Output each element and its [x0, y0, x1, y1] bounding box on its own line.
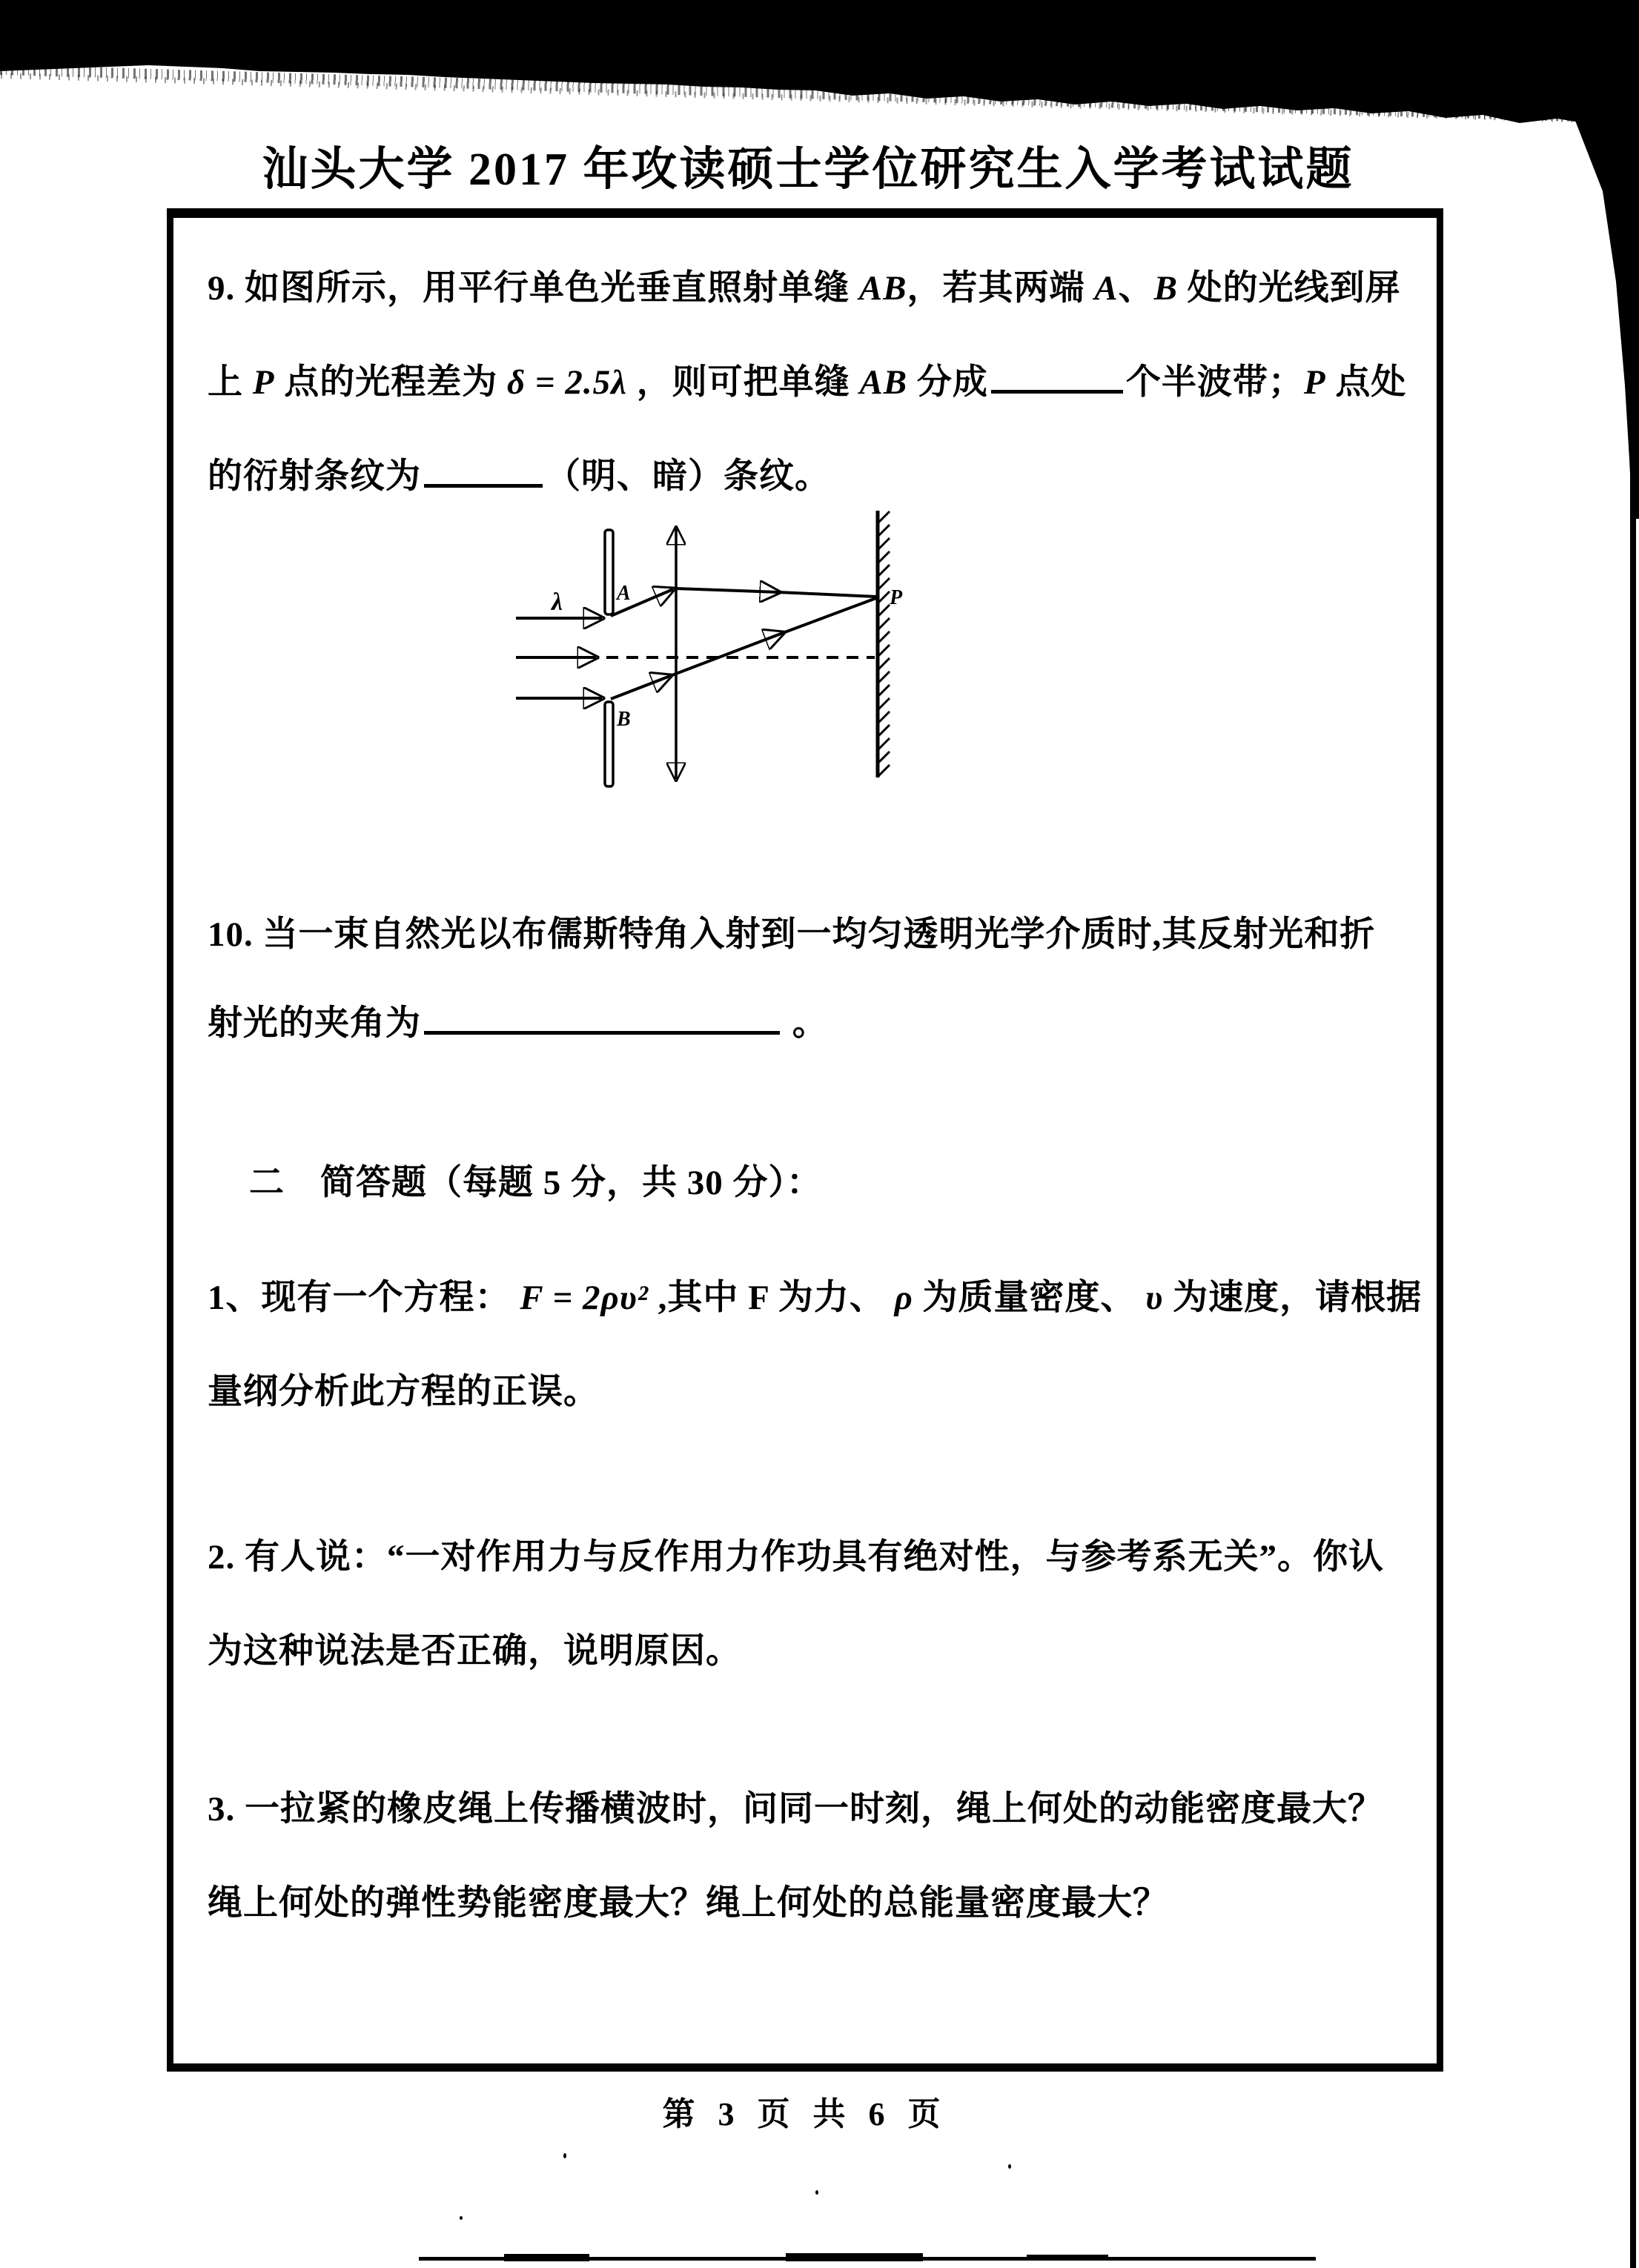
hatch-mark	[878, 631, 890, 643]
hatch-mark	[878, 565, 890, 576]
hatch-mark	[878, 685, 890, 696]
hatch-mark	[878, 645, 890, 656]
text-segment: 1、现有一个方程：	[208, 1279, 520, 1317]
text-segment: 为速度，请根据	[1163, 1279, 1423, 1317]
hatch-mark	[878, 551, 890, 563]
slit-barrier-bottom	[605, 702, 613, 786]
section2-q1-line-2	[208, 1364, 599, 1411]
text-segment: 处的光线到屏	[1177, 269, 1401, 308]
page-number: 第 3 页 共 6 页	[662, 2096, 948, 2132]
section2-q3-line-1	[208, 1781, 1383, 1826]
text-segment: 。	[783, 1004, 828, 1043]
text-segment: 二 简答题（每题 5 分，共 30 分）：	[249, 1164, 822, 1202]
label-lambda: λ	[552, 588, 563, 616]
label-b: B	[617, 708, 631, 731]
text-segment: 的衍射条纹为	[208, 457, 421, 496]
content-border-box	[167, 208, 1443, 2072]
section2-q2-line-2	[208, 1623, 741, 1671]
text-segment: 分成	[907, 363, 988, 402]
diffraction-diagram	[489, 505, 904, 801]
question-9-line-1	[208, 260, 1401, 308]
hatch-mark	[878, 525, 890, 536]
section2-q2-line-1	[208, 1529, 1384, 1574]
hatch-mark	[878, 658, 890, 669]
math-segment: P	[1303, 363, 1326, 402]
label-p: P	[890, 586, 903, 609]
hatch-mark	[878, 698, 890, 709]
hatch-mark	[878, 672, 890, 683]
text-segment: 、	[1118, 269, 1154, 308]
text-segment: 为这种说法是否正确，说明原因。	[208, 1632, 741, 1671]
math-segment: AB	[859, 363, 908, 402]
hatch-mark	[878, 712, 890, 723]
label-a: A	[617, 582, 631, 605]
math-segment: υ	[1145, 1279, 1164, 1317]
text-segment: 点处	[1325, 363, 1407, 402]
math-segment: P	[252, 363, 275, 402]
text-segment: 射光的夹角为	[208, 1004, 421, 1043]
section-2-header	[249, 1155, 822, 1202]
scan-speck	[460, 2216, 463, 2220]
hatch-mark	[878, 591, 890, 603]
scan-artifact-bottom-edge	[786, 2253, 923, 2261]
math-segment: δ = 2.5λ	[506, 363, 627, 402]
scan-artifact-bottom-edge	[1027, 2255, 1108, 2261]
scan-artifact-bottom-edge	[504, 2254, 589, 2261]
scan-speck	[1008, 2164, 1011, 2169]
text-segment: 2. 有人说：“一对作用力与反作用力作功具有绝对性，与参考系无关”。你认	[208, 1538, 1384, 1576]
scan-speck	[563, 2153, 566, 2158]
math-segment: AB	[858, 269, 907, 308]
text-segment: ,其中 F 为力、	[648, 1279, 895, 1317]
page-title: 汕头大学 2017 年攻读硕士学位研究生入学考试试题	[262, 145, 1354, 195]
text-segment: 上	[208, 363, 253, 402]
question-9-line-2	[208, 354, 1407, 402]
text-segment: 10. 当一束自然光以布儒斯特角入射到一均匀透明光学介质时,其反射光和折	[208, 915, 1376, 954]
text-segment: ，若其两端	[907, 269, 1095, 308]
slit-barrier-top	[605, 530, 613, 614]
text-segment: 为质量密度、	[913, 1279, 1146, 1317]
text-segment: 点的光程差为	[274, 363, 507, 402]
question-9-line-3	[208, 448, 830, 496]
text-segment: （明、暗）条纹。	[546, 457, 830, 496]
hatch-mark	[878, 752, 890, 763]
hatch-mark	[878, 605, 890, 616]
scan-speck	[815, 2190, 818, 2195]
answer-blank	[424, 456, 543, 488]
math-segment: F = 2ρυ²	[520, 1279, 649, 1317]
section2-q1-line-1	[208, 1270, 1423, 1317]
answer-blank	[424, 1003, 780, 1035]
hatch-mark	[878, 618, 890, 629]
hatch-mark	[878, 738, 890, 749]
question-10-line-1	[208, 906, 1376, 954]
hatch-mark	[878, 765, 890, 776]
hatch-mark	[878, 538, 890, 549]
hatch-mark	[878, 511, 890, 523]
question-10-line-2	[208, 995, 828, 1043]
text-segment: ，则可把单缝	[626, 363, 860, 402]
text-segment: 绳上何处的弹性势能密度最大？绳上何处的总能量密度最大？	[208, 1884, 1168, 1923]
text-segment: 9. 如图所示，用平行单色光垂直照射单缝	[208, 269, 859, 308]
ray-a-to-p-1	[676, 588, 778, 592]
ray-b-to-p-1	[670, 633, 783, 676]
ray-b-to-lens	[611, 676, 670, 699]
hatch-mark	[878, 578, 890, 589]
scan-artifact-right-edge	[1630, 415, 1636, 2268]
text-segment: 个半波带；	[1125, 363, 1304, 402]
answer-blank	[991, 362, 1123, 394]
ray-a-to-p-2	[778, 592, 876, 597]
screen-hatching	[878, 511, 890, 776]
hatch-mark	[878, 725, 890, 736]
math-segment: A	[1094, 269, 1119, 308]
math-segment: ρ	[894, 1279, 913, 1317]
text-segment: 3. 一拉紧的橡皮绳上传播横波时，问同一时刻，绳上何处的动能密度最大？	[208, 1790, 1383, 1828]
section2-q3-line-2	[208, 1875, 1168, 1923]
text-segment: 量纲分析此方程的正误。	[208, 1373, 599, 1411]
ray-b-to-p-2	[783, 598, 876, 633]
math-segment: B	[1153, 269, 1178, 308]
